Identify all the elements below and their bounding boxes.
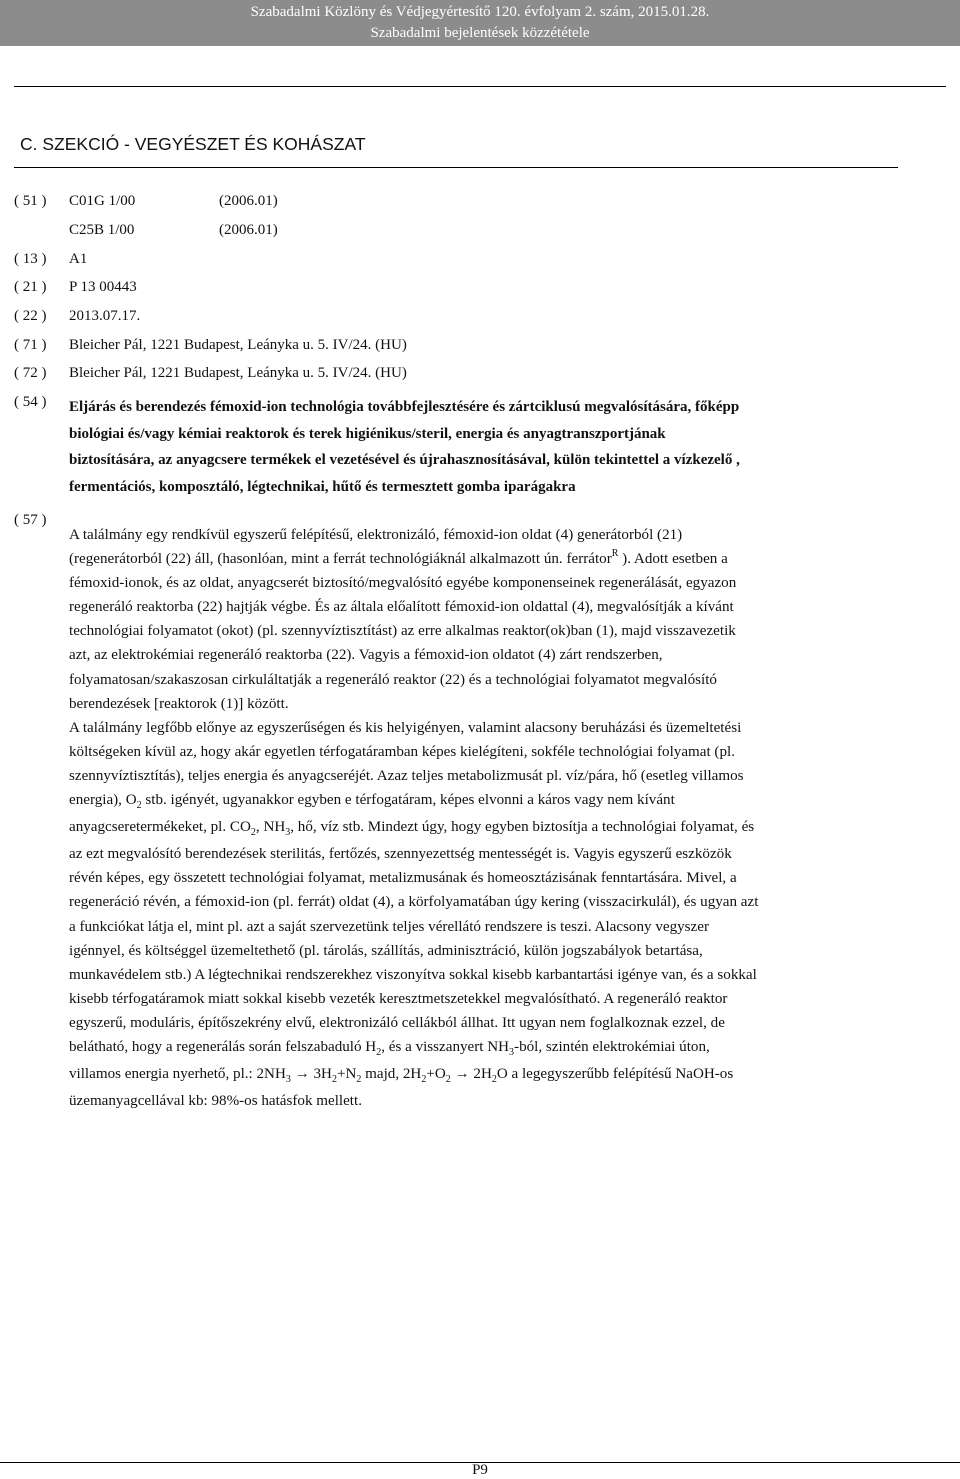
field-code-54: ( 54 ) (14, 394, 47, 410)
abstract-line: A találmány egy rendkívül egyszerű felépítésű, elektronizáló, fémoxid-ion oldat (4) generátorból (21) (69, 527, 683, 543)
title-line: Eljárás és berendezés fémoxid-ion technológia továbbfejlesztésére és zártciklusú megvalósítására, főképp (69, 399, 740, 415)
ipc-class-2: C25B 1/00 (69, 222, 135, 238)
abstract-line: kisebb térfogatáramok miatt sokkal kisebb vezeték keresztmetszetekkel megvalósítható. A regeneráló reaktor (69, 990, 728, 1007)
abstract-line: belátható, hogy a regenerálás során felszabaduló $H_2$, és a visszanyert $NH_3$-ból, szintén elektrokémiai úton, (69, 1038, 710, 1058)
abstract-line: villamos energia nyerhető, pl.: $2NH_3 \to 3H_2+N_2$ majd, $2H_2+O_2 \to 2H_2O$ a legegyszerűbb felépítésű NaOH-os (69, 1066, 734, 1086)
section-title: C. SZEKCIÓ - VEGYÉSZET ÉS KOHÁSZAT (20, 134, 366, 154)
abstract-line: (regenerátorból (22) áll, (hasonlóan, mint a ferrát technológiáknál alkalmazott ún. ferrátor$^R$ ). Adott esetben a (69, 548, 728, 568)
field-code-71: ( 71 ) (14, 337, 47, 353)
field-code-72: ( 72 ) (14, 365, 47, 381)
field-code-21: ( 21 ) (14, 279, 47, 295)
abstract-line: A találmány legfőbb előnye az egyszerűségen és kis helyigényen, valamint alacsony beruházási és üzemeltetési (69, 719, 742, 736)
field-code-51: ( 51 ) (14, 193, 47, 209)
abstract-line: anyagcseretermékeket, pl. $CO_2$, $NH_3$, hő, víz stb. Mindezt úgy, hogy egyben biztosítja a technológiai folyamat, és (69, 819, 755, 839)
abstract-line: berendezések [reaktorok (1)] között. (69, 695, 289, 712)
abstract-line: folyamatosan/szakaszosan cirkuláltatják a regeneráló reaktor (22) és a technológiai folyamatot megvalósító (69, 671, 717, 688)
abstract-line: azt, az elektrokémiai regeneráló reaktorba (22). Vagyis a fémoxid-ion oldatot (4) zárt rendszerben, (69, 647, 663, 664)
document-kind: A1 (69, 251, 88, 267)
abstract-line: az ezt megvalósító berendezések sterilitás, fertőzés, szennyezettség mentességét is. Vagyis egyszerű eszközök (69, 846, 732, 863)
abstract-line: regeneráció révén, a fémoxid-ion (pl. ferrát) oldat (4), a körfolyamatában úgy kering (visszacirkulál), és ugyan azt (69, 894, 759, 911)
application-number: P 13 00443 (69, 279, 137, 295)
title-line: biztosítására, az anyagcsere termékek el vezetésével és újrahasznosításával, külön tekintettel a vízkezelő , (69, 452, 740, 469)
filing-date: 2013.07.17. (69, 308, 141, 324)
abstract-line: energia), $O_2$ stb. igényét, ugyanakkor egyben e térfogatáram, képes elvonni a káros vagy nem kívánt (69, 792, 675, 812)
abstract-line: egyszerű, moduláris, építőszekrény elvű, elektronizáló cellákból állhat. Itt ugyan nem foglalkoznak ezzel, de (69, 1014, 725, 1031)
abstract-line: munkavédelem stb.) A légtechnikai rendszerekhez viszonyítva sokkal kisebb karbantartási igénye van, és a sokkal (69, 966, 757, 983)
abstract-line: fémoxid-ionok, és az oldat, anyagcserét biztosító/megvalósító egyébe komponenseinek regenerálását, egyazon (69, 575, 737, 592)
ipc-date-1: (2006.01) (219, 193, 278, 209)
applicant: Bleicher Pál, 1221 Budapest, Leányka u. 5. IV/24. (HU) (69, 337, 407, 353)
abstract-line: szennyvíztisztítás), teljes energia és anyagcseréjét. Azaz teljes metabolizmusát pl. víz/pára, hő (esetleg villamos (69, 767, 744, 784)
page-header (0, 0, 960, 46)
abstract-line: igénnyel, és költséggel üzemeltethető (pl. tárolás, szállítás, adminisztráció, külön jogszabályok betartása, (69, 942, 703, 959)
abstract-line: a funkciókat látja el, mint pl. azt a saját szervezetünk teljes vérellátó rendszere is teszi. Alacsony vegyszer (69, 918, 709, 935)
title-line: fermentációs, komposztáló, légtechnikai, hűtő és termesztett gomba iparágakra (69, 478, 576, 495)
section-divider (14, 167, 898, 168)
journal-title: Szabadalmi Közlöny és Védjegyértesítő 120. évfolyam 2. szám, 2015.01.28. (250, 4, 710, 20)
invention-title (69, 394, 919, 500)
abstract-line: technológiai folyamatot (okot) (pl. szennyvíztisztítást) az erre alkalmas reaktor(ok)ban (1), majd visszavezetik (69, 623, 736, 640)
journal-subtitle: Szabadalmi bejelentések közzététele (370, 25, 590, 41)
inventor: Bleicher Pál, 1221 Budapest, Leányka u. 5. IV/24. (HU) (69, 365, 407, 381)
title-line: biológiai és/vagy kémiai reaktorok és terek higiénikus/steril, energia és anyagtranszportjának (69, 425, 666, 442)
field-code-57: ( 57 ) (14, 512, 47, 528)
abstract-line: költségeken kívül az, hogy akár egyetlen térfogatáramban képes kielégíteni, sokféle technológiai folyamat (pl. (69, 743, 735, 760)
abstract-line: regeneráló reaktorba (22) hajtják végbe. És az általa előalított fémoxid-ion oldattal (4), megvalósítják a kívánt (69, 599, 734, 616)
ipc-date-2: (2006.01) (219, 222, 278, 238)
field-code-22: ( 22 ) (14, 308, 47, 324)
page-number: P9 (472, 1462, 488, 1478)
abstract-line: révén képes, egy összetett technológiai folyamat, metalizmusának és homeosztázisának fenntartására. Mivel, a (69, 870, 737, 887)
registered-mark: R (611, 548, 619, 560)
abstract-text (69, 523, 929, 1113)
abstract-line: üzemanyagcellával kb: 98%-os hatásfok mellett. (69, 1093, 362, 1110)
header-divider (14, 86, 946, 87)
ipc-class-1: C01G 1/00 (69, 193, 136, 209)
field-code-13: ( 13 ) (14, 251, 47, 267)
